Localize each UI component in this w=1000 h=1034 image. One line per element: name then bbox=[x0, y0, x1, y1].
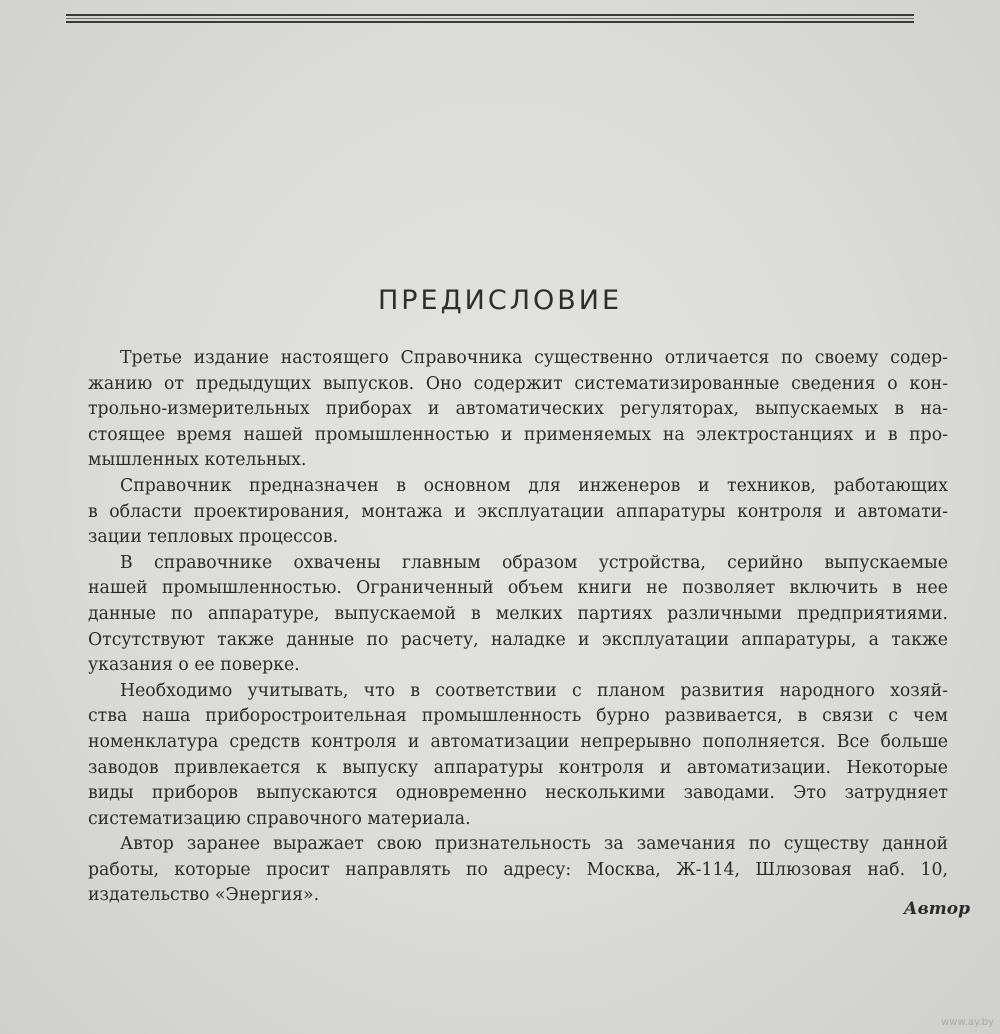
text-line: данные по аппаратуре, выпускаемой в мелких партиях различными предприятиями. bbox=[88, 603, 948, 624]
text-line: заводов привлекается к выпуску аппаратуры контроля и автоматизации. Некоторые bbox=[88, 757, 948, 778]
text-line: указания о ее поверке. bbox=[88, 655, 300, 676]
text-line: в области проектирования, монтажа и эксплуатации аппаратуры контроля и автомати- bbox=[88, 501, 948, 522]
text-line: жанию от предыдущих выпусков. Оно содержит систематизированные сведения о кон- bbox=[88, 373, 948, 394]
text-line: нашей промышленностью. Ограниченный объем книги не позволяет включить в нее bbox=[88, 578, 948, 599]
text-line: номенклатура средств контроля и автоматизации непрерывно пополняется. Все больше bbox=[88, 731, 948, 752]
preface-body bbox=[88, 346, 948, 909]
text-line: Необходимо учитывать, что в соответствии с планом развития народного хозяй- bbox=[120, 680, 948, 701]
watermark: www.ay.by bbox=[941, 1017, 994, 1028]
text-line: издательство «Энергия». bbox=[88, 885, 320, 906]
text-line: работы, которые просит направлять по адресу: Москва, Ж-114, Шлюзовая наб. 10, bbox=[88, 859, 948, 880]
text-line: Автор заранее выражает свою признательность за замечания по существу данной bbox=[120, 834, 948, 855]
page-title: ПРЕДИСЛОВИЕ bbox=[377, 285, 623, 316]
text-line: виды приборов выпускаются одновременно несколькими заводами. Это затрудняет bbox=[88, 783, 948, 804]
text-line: мышленных котельных. bbox=[88, 450, 307, 471]
text-line: В справочнике охвачены главным образом устройства, серийно выпускаемые bbox=[120, 552, 948, 573]
text-line: трольно-измерительных приборах и автоматических регуляторах, выпускаемых в на- bbox=[88, 399, 948, 420]
text-line: Отсутствуют также данные по расчету, наладке и эксплуатации аппаратуры, а также bbox=[88, 629, 948, 650]
top-double-rule bbox=[66, 14, 914, 23]
author-signature: Автор bbox=[903, 899, 970, 919]
text-line: ства наша приборостроительная промышленность бурно развивается, в связи с чем bbox=[88, 706, 948, 727]
text-line: Третье издание настоящего Справочника существенно отличается по своему содер- bbox=[120, 348, 948, 368]
text-line: систематизацию справочного материала. bbox=[88, 808, 471, 829]
text-line: зации тепловых процессов. bbox=[88, 527, 339, 548]
text-line: стоящее время нашей промышленностью и применяемых на электростанциях и в про- bbox=[88, 424, 948, 445]
text-line: Справочник предназначен в основном для инженеров и техников, работающих bbox=[120, 475, 948, 496]
